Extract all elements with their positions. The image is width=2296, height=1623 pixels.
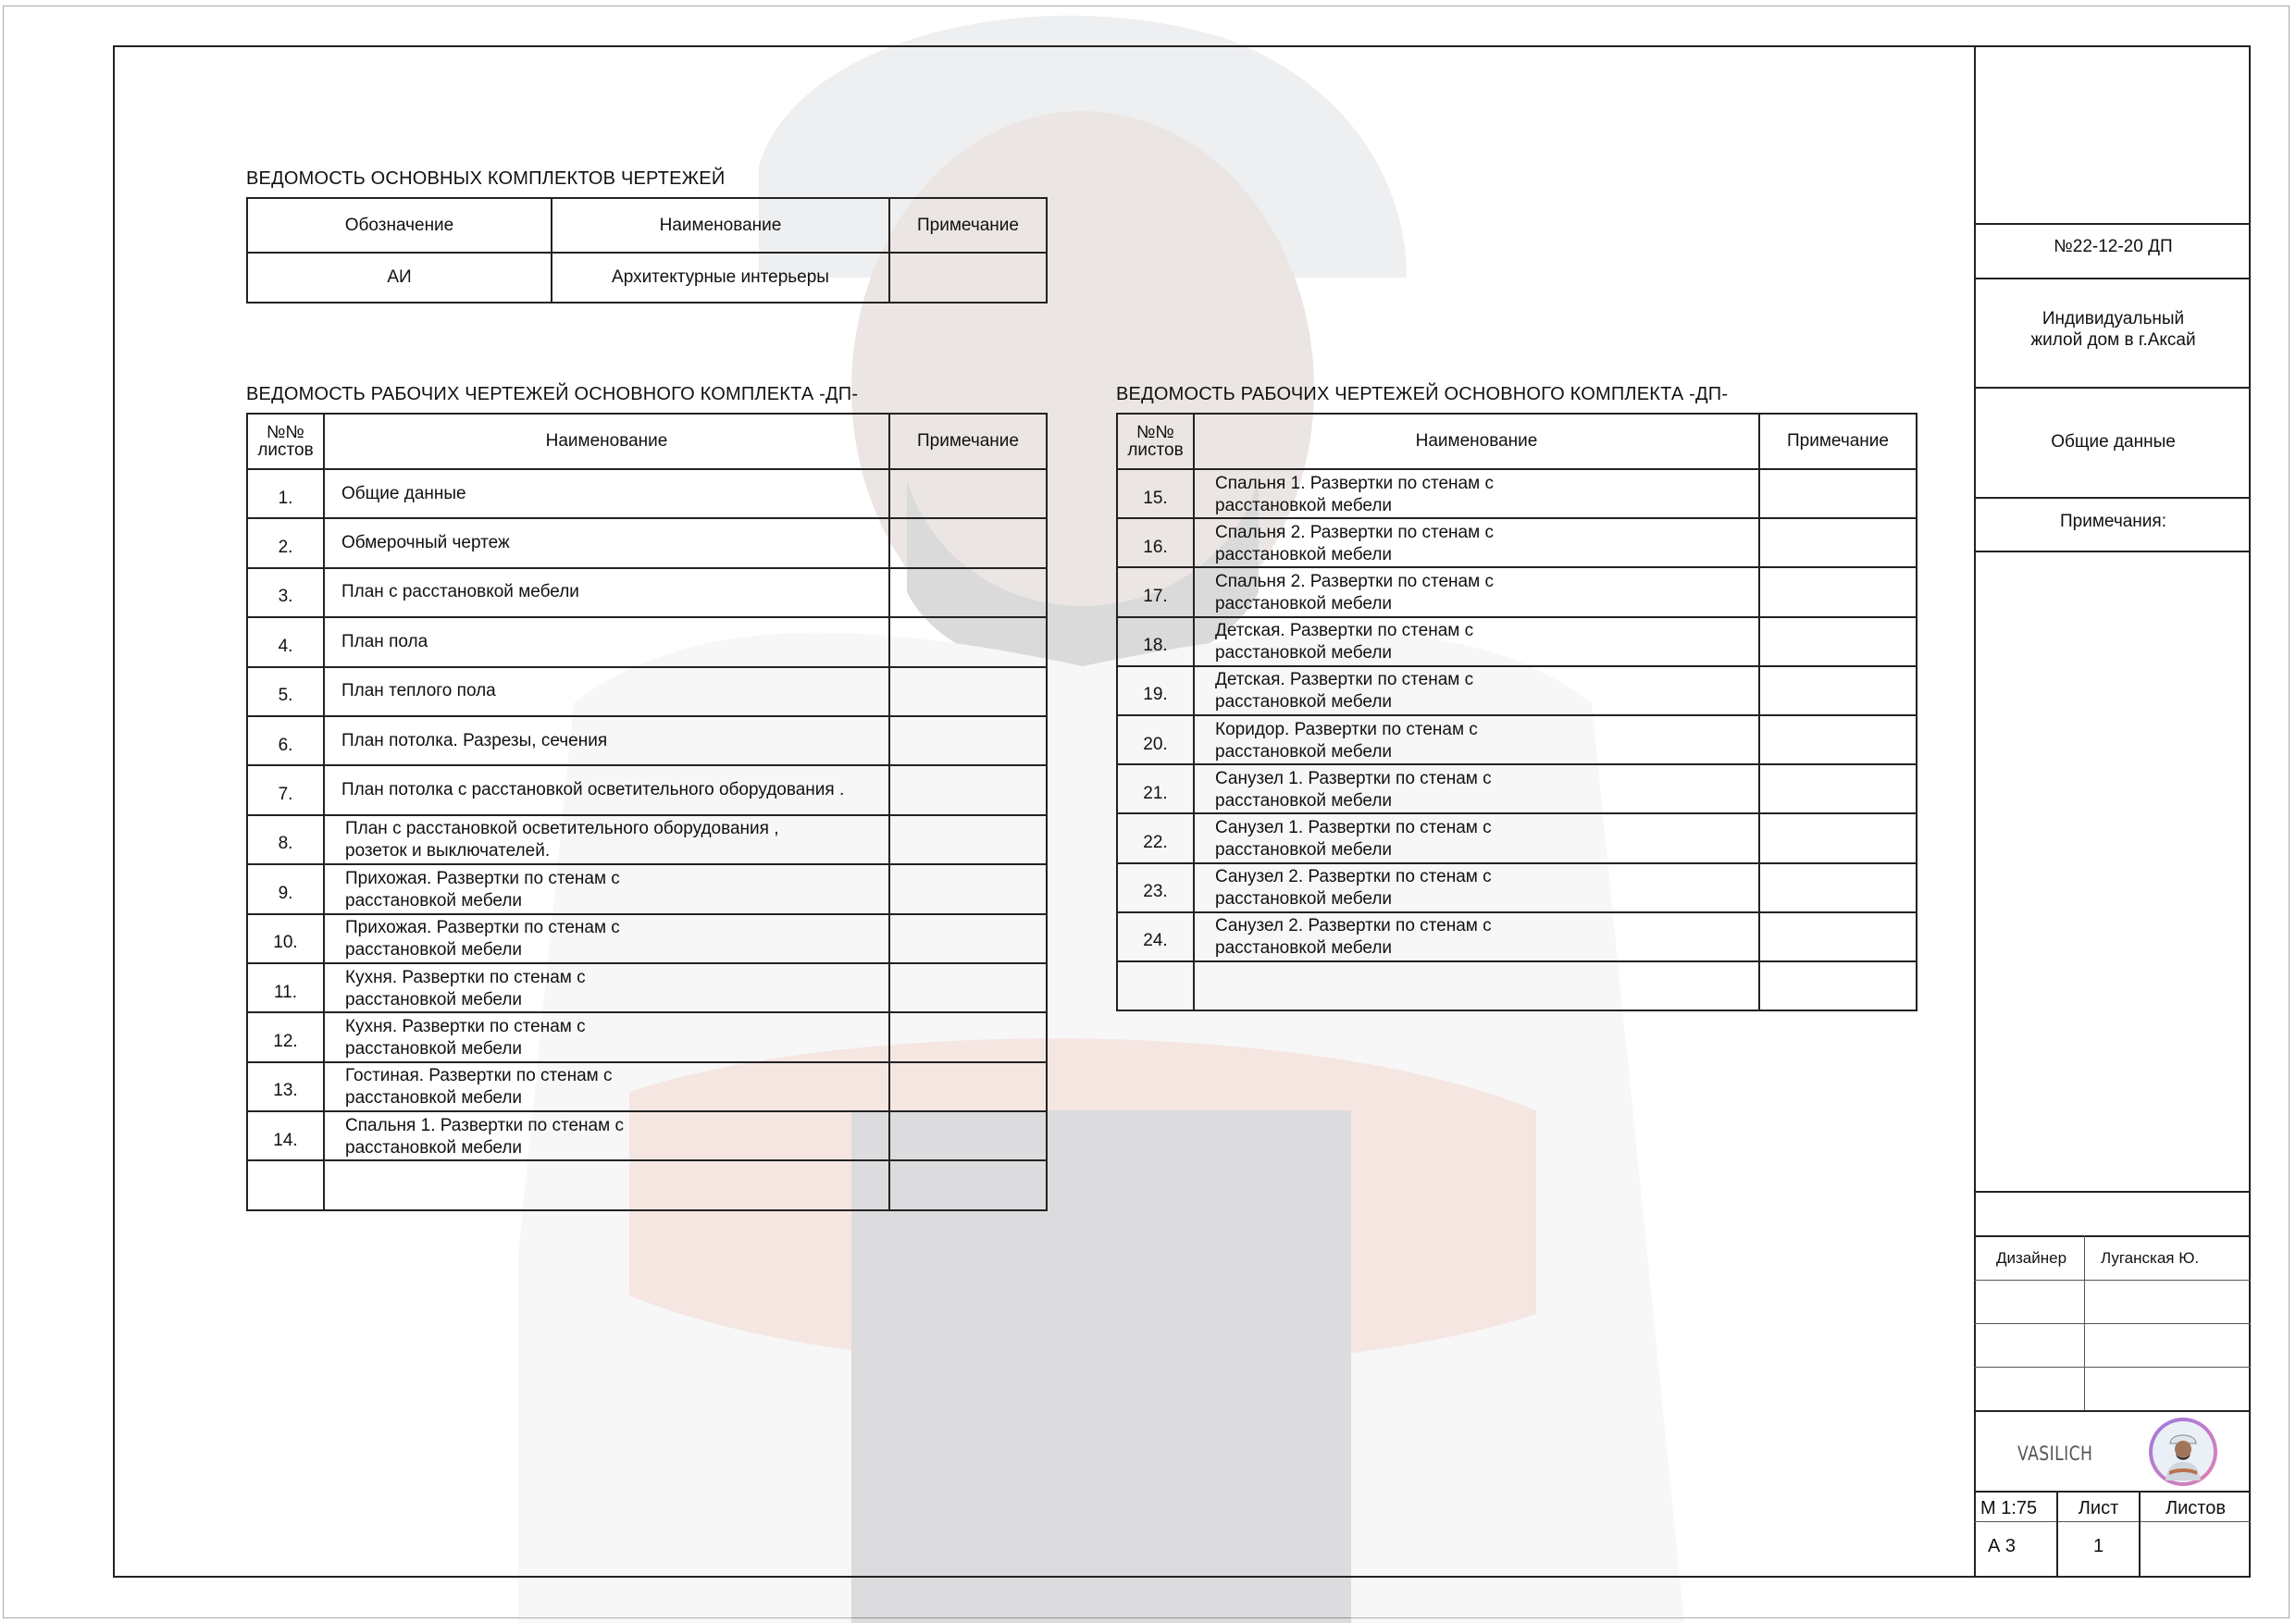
sheet-note-cell [889,617,1047,666]
sheet-name-line2: расстановкой мебели [345,890,523,911]
sheets-label: Листов [2166,1498,2226,1518]
sheet-name: Общие данные [2051,432,2176,452]
table-row [247,1062,1047,1111]
sheet-note-cell [889,469,1047,518]
sheet-number-cell: 3. [247,568,324,617]
sheet-number-cell: 5. [247,667,324,716]
sheet-name-cell [1194,912,1759,961]
sheet-number-cell: 15. [1117,469,1194,518]
sheet-name-line2: расстановкой мебели [345,989,523,1010]
sheet-name-line1: Детская. Развертки по стенам с [1215,670,1474,690]
sheet-name-line2: расстановкой мебели [1215,544,1393,564]
sheet-name-line2: расстановкой мебели [345,1088,523,1109]
sheet-note-cell [1759,469,1917,518]
designer-name: Луганская Ю. [2101,1249,2200,1267]
sheet-note-cell [1759,863,1917,912]
sheet-note-cell [889,667,1047,716]
sheet-name-line1: Кухня. Развертки по стенам с [345,1016,586,1036]
sheet-note-cell [889,518,1047,567]
sheet-name-line1: Спальня 1. Развертки по стенам с [345,1115,624,1135]
sheet-number-cell: 21. [1117,764,1194,813]
sheet-name-cell [324,667,889,716]
sheet-number-cell: 4. [247,617,324,666]
sheet-name-line2: расстановкой мебели [1215,839,1393,860]
sheet-name-line2: расстановкой мебели [1215,889,1393,910]
set-code: АИ [247,253,552,303]
table-row [247,1111,1047,1160]
logo-avatar-icon [2147,1416,2219,1488]
sheet-name-line1: Санузел 1. Развертки по стенам с [1215,768,1492,788]
sheet-name-cell [1194,863,1759,912]
sheets-right-title: ВЕДОМОСТЬ РАБОЧИХ ЧЕРТЕЖЕЙ ОСНОВНОГО КОМПЛЕКТА -ДП- [1116,384,1729,404]
sheet-name-cell [1194,961,1759,1010]
sheet-note-cell [889,1062,1047,1111]
sheets-left-table [246,413,1048,1211]
sheet-name-line2: расстановкой мебели [1215,495,1393,515]
sheet-note-cell [1759,912,1917,961]
table-header-row [1117,414,1917,469]
sheet-name-cell [324,469,889,518]
notes-label: Примечания: [2060,512,2166,531]
title-block-line [1974,1521,2251,1522]
sheet-note-cell [1759,617,1917,666]
header-cell: Наименование [1194,414,1759,469]
header-cell: Примечание [889,414,1047,469]
sheet-name-cell [324,1160,889,1209]
table-row [247,716,1047,765]
title-block-line [1974,1235,2251,1237]
sheet-name-line1: Общие данные [341,483,466,503]
sheet-note-cell [889,815,1047,864]
table-row [1117,617,1917,666]
header-cell: Наименование [324,414,889,469]
sheet-note-cell [889,765,1047,814]
sheet-note-cell [889,1012,1047,1061]
title-block-line [1974,278,2251,279]
sheet-name-cell [324,518,889,567]
header-cell: №№ листов [247,414,324,469]
sheet-name-cell [1194,813,1759,862]
sheet-note-cell [1759,567,1917,616]
sheets-left-title: ВЕДОМОСТЬ РАБОЧИХ ЧЕРТЕЖЕЙ ОСНОВНОГО КОМПЛЕКТА -ДП- [246,384,859,404]
sheet-name-line2: расстановкой мебели [1215,741,1393,762]
sheet-name-line1: Обмерочный чертеж [341,533,510,553]
title-block-line [1974,551,2251,552]
sheet-number-cell: 9. [247,864,324,913]
sheet-number-cell: 11. [247,963,324,1012]
table-row [1117,518,1917,567]
table-row [247,518,1047,567]
sheet-name-line1: Санузел 2. Развертки по стенам с [1215,916,1492,936]
sheet-name-cell [1194,715,1759,764]
sheet-note-cell [1759,764,1917,813]
sheet-name-cell [1194,764,1759,813]
sheet-number-cell: 14. [247,1111,324,1160]
sheet-name-line1: Прихожая. Развертки по стенам с [345,918,620,938]
sheet-name-cell [324,765,889,814]
sheet-name-cell [324,914,889,963]
sheet-name-line1: Кухня. Развертки по стенам с [345,967,586,987]
header-cell: Примечание [889,198,1047,253]
sheet-name-cell [1194,518,1759,567]
sheet-name-line2: расстановкой мебели [1215,643,1393,663]
sheet-number-cell: 17. [1117,567,1194,616]
sheet-name-line1: Санузел 2. Развертки по стенам с [1215,867,1492,887]
sheet-note-cell [889,1160,1047,1209]
sheet-name-cell [324,815,889,864]
designer-label: Дизайнер [1995,1249,2067,1267]
title-block-divider [1974,45,1976,1578]
set-name: Архитектурные интерьеры [552,253,889,303]
sheet-number-cell: 20. [1117,715,1194,764]
sheet-note-cell [1759,961,1917,1010]
table-row [1117,666,1917,715]
sheet-name-line2: расстановкой мебели [345,1038,523,1059]
title-block-line [1974,1410,2251,1412]
sheet-name-cell [1194,567,1759,616]
sheet-name-cell [324,716,889,765]
title-block-line [1974,1280,2251,1281]
sets-table-title: ВЕДОМОСТЬ ОСНОВНЫХ КОМПЛЕКТОВ ЧЕРТЕЖЕЙ [246,168,726,189]
sheet-number-cell: 1. [247,469,324,518]
sheet-number-cell [247,1160,324,1209]
sheet-name-line1: План потолка с расстановкой осветительного оборудования . [341,780,845,800]
object-name-line1: Индивидуальный [2042,309,2185,328]
table-row [247,568,1047,617]
sheet-number-cell: 22. [1117,813,1194,862]
title-block-line [1974,223,2251,225]
sheet-name-cell [324,963,889,1012]
table-row [1117,567,1917,616]
table-row [1117,469,1917,518]
header-cell: Наименование [552,198,889,253]
sheet-name-line1: Спальня 1. Развертки по стенам с [1215,473,1494,493]
sheet-number-cell: 7. [247,765,324,814]
sheet-number-cell: 12. [247,1012,324,1061]
table-row [247,864,1047,913]
sheet-number-cell: 13. [247,1062,324,1111]
sheet-note-cell [889,963,1047,1012]
title-block-line [1974,1491,2251,1493]
sheet-name-line1: План пола [341,631,428,651]
sheet-number: 1 [2092,1536,2104,1556]
sheet-name-line2: расстановкой мебели [1215,938,1393,959]
title-block-line [1974,1367,2251,1368]
table-row [1117,715,1917,764]
table-row [247,253,1047,303]
sheet-number-cell [1117,961,1194,1010]
sheet-name-line2: расстановкой мебели [345,1137,523,1158]
sheet-name-cell [1194,469,1759,518]
table-row [247,963,1047,1012]
sheet-name-cell [324,864,889,913]
scale-value: М 1:75 [1980,1498,2038,1518]
sheet-name-line2: расстановкой мебели [1215,790,1393,811]
sheet-name-line1: План потолка. Разрезы, сечения [341,730,608,750]
sets-table [246,197,1048,304]
table-header-row [247,414,1047,469]
header-cell: Обозначение [247,198,552,253]
sheet-note-cell [1759,518,1917,567]
title-block-line [2084,1235,2085,1410]
sheet-note-cell [889,1111,1047,1160]
table-row [247,765,1047,814]
header-cell: №№ листов [1117,414,1194,469]
object-name-line2: жилой дом в г.Аксай [2030,330,2196,350]
table-row [1117,863,1917,912]
sheet-name-cell [1194,617,1759,666]
table-row [1117,912,1917,961]
sheet-number-cell: 24. [1117,912,1194,961]
sheet-name-cell [324,1062,889,1111]
sheet-name-line1: План с расстановкой осветительного оборудования , [345,819,779,839]
sheet-name-line1: Прихожая. Развертки по стенам с [345,868,620,888]
set-note [889,253,1047,303]
table-row [247,469,1047,518]
sheet-name-cell [324,1012,889,1061]
sheet-name-line2: расстановкой мебели [1215,692,1393,712]
table-row [247,914,1047,963]
sheet-note-cell [1759,666,1917,715]
sheets-right-table [1116,413,1917,1011]
table-row [247,815,1047,864]
sheet-number-cell: 16. [1117,518,1194,567]
sheet-note-cell [889,568,1047,617]
sheet-number-cell: 18. [1117,617,1194,666]
table-row [247,617,1047,666]
sheet-name-cell [324,568,889,617]
title-block-line [1974,1191,2251,1193]
title-block-line [1974,1323,2251,1324]
table-row [1117,764,1917,813]
sheet-name-cell [324,1111,889,1160]
header-cell: Примечание [1759,414,1917,469]
sheet-name-cell [324,617,889,666]
sheet-note-cell [889,864,1047,913]
table-row [1117,961,1917,1010]
sheet-name-line2: расстановкой мебели [345,940,523,960]
sheet-name-line2: розеток и выключателей. [345,841,551,861]
sheet-name-line1: План теплого пола [341,681,496,701]
table-header-row [247,198,1047,253]
sheet-number-cell: 6. [247,716,324,765]
sheet-number-cell: 2. [247,518,324,567]
sheet-name-line1: Спальня 2. Развертки по стенам с [1215,522,1494,542]
format-value: А 3 [1988,1536,2017,1556]
logo-text: VASILICH [2017,1443,2093,1465]
sheet-name-line1: Спальня 2. Развертки по стенам с [1215,571,1494,591]
project-number: №22-12-20 ДП [2054,237,2173,256]
sheet-name-line1: Детская. Развертки по стенам с [1215,621,1474,641]
sheet-number-cell: 10. [247,914,324,963]
sheet-number-cell: 8. [247,815,324,864]
title-block-line [1974,387,2251,389]
sheet-note-cell [1759,813,1917,862]
sheet-name-line1: Коридор. Развертки по стенам с [1215,719,1478,739]
sheet-note-cell [889,716,1047,765]
sheet-note-cell [1759,715,1917,764]
table-row [247,1012,1047,1061]
sheet-note-cell [889,914,1047,963]
sheet-name-cell [1194,666,1759,715]
sheet-number-cell: 23. [1117,863,1194,912]
sheet-name-line1: Гостиная. Развертки по стенам с [345,1066,613,1086]
sheet-name-line1: План с расстановкой мебели [341,582,579,602]
sheet-name-line1: Санузел 1. Развертки по стенам с [1215,817,1492,837]
sheet-number-cell: 19. [1117,666,1194,715]
title-block-line [1974,497,2251,499]
table-row [1117,813,1917,862]
sheet-label: Лист [2078,1498,2119,1518]
sheet-name-line2: расстановкой мебели [1215,593,1393,613]
table-row [247,1160,1047,1209]
table-row [247,667,1047,716]
